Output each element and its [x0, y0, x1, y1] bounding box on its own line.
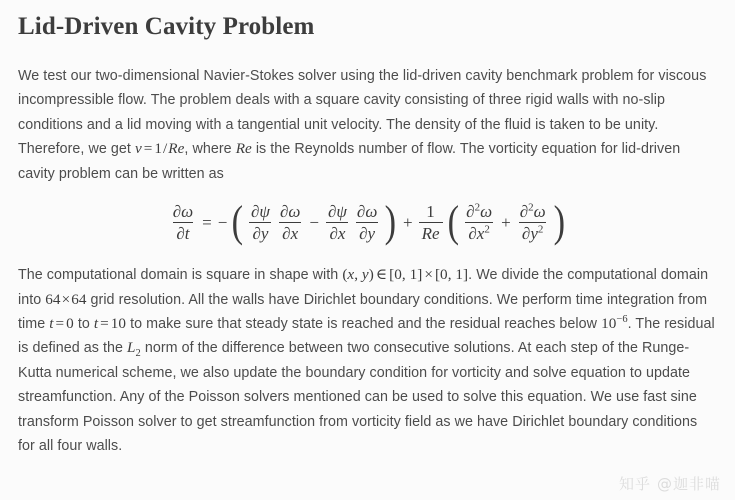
superscript-two: 2: [484, 223, 490, 236]
operator-times: ×: [424, 266, 433, 284]
numerator-partial-omega: ∂ω: [356, 202, 378, 222]
fraction-one-over-re: [419, 202, 443, 243]
comma: ,: [354, 266, 362, 284]
partial-symbol: ∂: [519, 202, 529, 222]
paren-open: (: [342, 266, 348, 284]
fraction-dpsi-dy: [248, 202, 273, 243]
interval-unit-2: [0, 1]: [434, 266, 469, 284]
method-text-part-7: norm of the difference between two consecutive solutions. At each step of the Runge-Kutta numerical scheme, we also update the boundary condition for vorticity and solve equation to update streamfunction. Any of the Poisson solvers mentioned can be used to solve this equation. We use fast sine transform Poisson solver to get streamfunction from vorticity field as we have Dirichlet boundary conditions for all four walls.: [18, 340, 698, 454]
denominator-partial-y: ∂y: [356, 222, 378, 243]
zhihu-watermark: [619, 473, 721, 494]
operator-unary-minus: −: [217, 212, 228, 232]
paren-open-convective: (: [231, 197, 244, 247]
method-text-part-4: to: [73, 315, 94, 332]
base-ten: 10: [601, 314, 617, 332]
grid-size-a: 64: [45, 290, 61, 308]
paren-open-diffusive: (: [447, 197, 459, 247]
operator-element-of: ∈: [375, 266, 388, 284]
inline-math-l2-norm: [127, 339, 141, 360]
paren-close-diffusive: ): [553, 197, 565, 247]
intro-text-part-3: is the Reynolds number of flow. The vorticity equation for lid-driven cavity problem can be written as: [18, 141, 681, 182]
page-title: Lid-Driven Cavity Problem: [18, 13, 315, 40]
inline-math-grid-resolution: [45, 292, 86, 308]
denominator-partial-y: ∂y: [249, 222, 271, 243]
fraction-dpsi-dx: [325, 202, 350, 243]
operator-equals: =: [55, 314, 65, 332]
fraction-d2w-dy2: [517, 202, 549, 243]
subscript-two: 2: [135, 348, 141, 360]
numerator-partial-psi: ∂ψ: [327, 202, 347, 222]
operator-equals: =: [100, 314, 109, 332]
superscript-two: 2: [474, 201, 481, 214]
numerator-partial-omega: ∂ω: [172, 202, 194, 222]
denominator-partial-x: ∂x: [326, 222, 348, 243]
denominator-partial-x: ∂x: [279, 222, 301, 243]
partial-symbol: ∂: [466, 202, 475, 222]
denominator-partial-y-squared: [519, 222, 546, 243]
paren-close-convective: ): [384, 197, 397, 247]
math-symbol-re: Re: [168, 140, 185, 158]
fraction-dw-dy: [354, 202, 380, 243]
operator-equals: =: [202, 212, 212, 232]
denominator-re: Re: [419, 222, 443, 243]
omega-symbol: ω: [480, 202, 493, 222]
method-text-part-6: . The residual is defined as the: [18, 315, 715, 357]
numerator-one: 1: [426, 202, 435, 222]
value-ten: 10: [110, 314, 127, 332]
norm-symbol-l: L: [127, 339, 136, 357]
value-zero: 0: [66, 314, 74, 332]
inline-math-residual-tolerance: [601, 316, 628, 332]
vorticity-equation-display: [18, 186, 717, 257]
method-text-part-3: grid resolution. All the walls have Dirichlet boundary conditions. We perform time integration from time: [18, 291, 708, 332]
exponent-minus-six: −6: [616, 314, 628, 326]
inline-math-nu-equals-one-over-re: [135, 141, 184, 157]
numerator-partial-psi: ∂ψ: [250, 202, 270, 222]
equation-row: [168, 197, 568, 247]
method-text-part-1: The computational domain is square in shape with: [18, 267, 343, 284]
intro-text-part-1: We test our two-dimensional Navier-Stokes solver using the lid-driven cavity benchmark problem for viscous incompressible flow. The problem deals with a square cavity consisting of three rigid walls with no-slip conditions and a lid moving with a tangential unit velocity. The density of the fluid is taken to be unity. Therefore, we get: [18, 68, 707, 158]
operator-plus: +: [402, 212, 413, 232]
numerator-partial2-omega: [463, 202, 495, 222]
operator-plus-inner: +: [501, 212, 511, 232]
denominator-partial-t: ∂t: [173, 222, 192, 243]
inline-math-t-equals-ten: [94, 316, 126, 332]
variable-x: x: [347, 266, 355, 284]
math-number-one: 1: [154, 140, 163, 158]
variable-t: t: [49, 314, 54, 332]
intro-paragraph: [18, 44, 717, 186]
omega-symbol: ω: [533, 202, 546, 222]
method-paragraph: [18, 257, 717, 458]
fraction-dw-dx: [277, 202, 303, 243]
variable-y: y: [361, 266, 369, 284]
inline-math-re: Re: [235, 140, 252, 158]
paren-close: ): [368, 266, 374, 284]
superscript-two: 2: [537, 223, 544, 236]
denominator-partial-x-squared: [465, 222, 492, 243]
superscript-two: 2: [528, 201, 534, 214]
inline-math-t-equals-zero: [49, 316, 74, 332]
variable-t: t: [93, 314, 99, 332]
method-text-part-2: . We divide the computational domain into: [18, 267, 709, 308]
math-operator-slash: /: [163, 140, 168, 158]
math-operator-equals: =: [143, 140, 153, 158]
intro-text-part-2: , where: [184, 141, 236, 158]
operator-times: ×: [61, 290, 71, 308]
method-text-part-5: to make sure that steady state is reached and the residual reaches below: [126, 315, 602, 332]
math-symbol-nu: ν: [134, 140, 142, 158]
inline-math-domain: [342, 267, 468, 283]
grid-size-b: 64: [71, 290, 87, 308]
operator-minus-inner: −: [309, 212, 319, 232]
fraction-d2w-dx2: [463, 202, 495, 243]
numerator-partial2-omega: [517, 202, 549, 222]
partial-y-symbol: ∂y: [521, 224, 538, 244]
watermark-user-handle: @迦非喵: [656, 475, 721, 493]
interval-unit-1: [0, 1]: [389, 266, 423, 284]
watermark-site-name: 知乎: [618, 475, 651, 493]
numerator-partial-omega: ∂ω: [279, 202, 301, 222]
fraction-dw-dt: [170, 202, 196, 243]
partial-x-symbol: ∂x: [468, 224, 485, 244]
